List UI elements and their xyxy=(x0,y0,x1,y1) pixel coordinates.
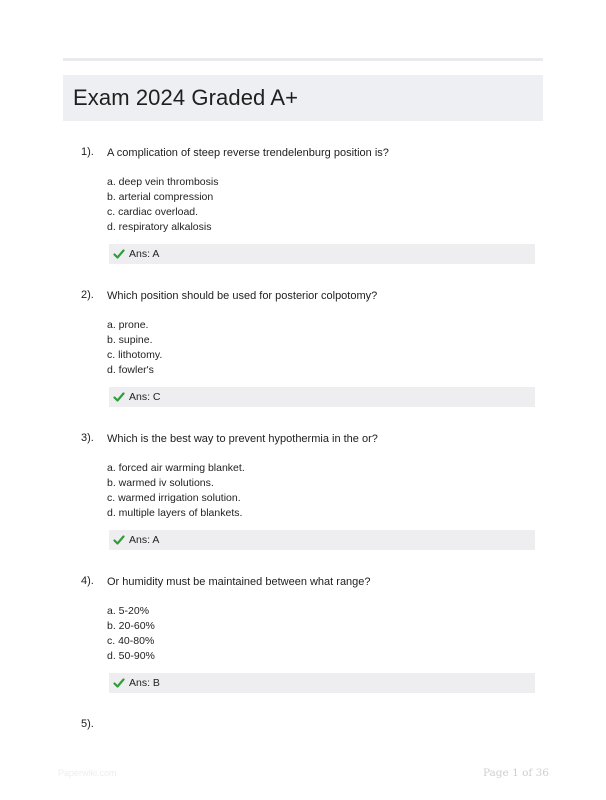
question-text: A complication of steep reverse trendelenburg position is? xyxy=(107,147,389,159)
answer-text: Ans: A xyxy=(129,248,160,260)
question-text: Which is the best way to prevent hypothermia in the or? xyxy=(107,433,378,445)
check-icon xyxy=(113,391,125,403)
option-a: a. prone. xyxy=(107,319,149,331)
question-number: 4). xyxy=(81,575,94,587)
question-number: 1). xyxy=(81,146,94,158)
page-indicator: Page 1 of 36 xyxy=(482,767,549,779)
answer-text: Ans: A xyxy=(129,534,160,546)
options-list xyxy=(107,318,162,378)
options-list xyxy=(107,461,245,521)
option-c: c. warmed irrigation solution. xyxy=(107,492,241,504)
footer-watermark: Paperwiki.com xyxy=(58,768,117,778)
option-a: a. forced air warming blanket. xyxy=(107,462,245,474)
option-a: a. deep vein thrombosis xyxy=(107,176,219,188)
question-number: 3). xyxy=(81,432,94,444)
check-icon xyxy=(113,677,125,689)
question-text: Or humidity must be maintained between what range? xyxy=(107,576,371,588)
answer-bar xyxy=(109,530,535,550)
option-b: b. 20-60% xyxy=(107,620,155,632)
option-b: b. arterial compression xyxy=(107,191,214,203)
option-b: b. supine. xyxy=(107,334,153,346)
option-c: c. 40-80% xyxy=(107,635,155,647)
option-c: c. lithotomy. xyxy=(107,349,163,361)
option-d: d. respiratory alkalosis xyxy=(107,221,212,233)
question-number: 2). xyxy=(81,289,94,301)
document-title: Exam 2024 Graded A+ xyxy=(73,85,299,110)
check-icon xyxy=(113,534,125,546)
option-b: b. warmed iv solutions. xyxy=(107,477,214,489)
answer-text: Ans: B xyxy=(129,677,160,689)
option-d: d. multiple layers of blankets. xyxy=(107,507,243,519)
answer-bar xyxy=(109,673,535,693)
question-text: Which position should be used for posterior colpotomy? xyxy=(107,290,378,302)
option-c: c. cardiac overload. xyxy=(107,206,199,218)
answer-bar xyxy=(109,244,535,264)
options-list xyxy=(107,604,155,664)
answer-text: Ans: C xyxy=(129,391,161,403)
option-d: d. 50-90% xyxy=(107,650,155,662)
top-rule xyxy=(63,58,543,61)
answer-bar xyxy=(109,387,535,407)
title-bar xyxy=(63,75,543,121)
question-number: 5). xyxy=(81,718,94,730)
options-list xyxy=(107,175,218,235)
option-d: d. fowler's xyxy=(107,364,154,376)
option-a: a. 5-20% xyxy=(107,605,150,617)
check-icon xyxy=(113,248,125,260)
